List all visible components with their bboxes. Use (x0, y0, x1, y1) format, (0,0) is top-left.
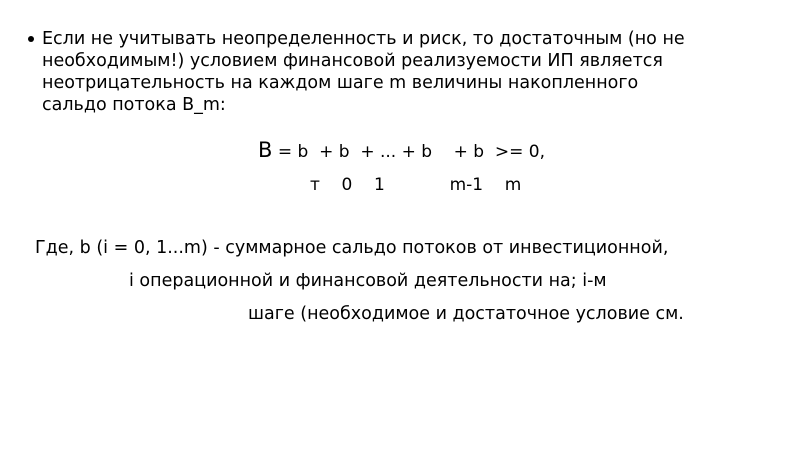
balance-formula (258, 138, 545, 162)
bullet-line-3: неотрицательность на каждом шаге m величины накопленного (42, 73, 639, 93)
bullet-marker (28, 36, 34, 42)
bullet-line-4: сальдо потока B_m: (42, 95, 226, 115)
bullet-text (42, 28, 782, 116)
formula-rhs: = b + b + ... + b + b >= 0, (272, 142, 545, 162)
formula-subscripts: т 0 1 m-1 m (310, 175, 522, 195)
definition-line-2: i операционной и финансовой деятельности на; i-м (129, 271, 607, 291)
bullet-line-2: необходимым!) условием финансовой реализуемости ИП является (42, 51, 663, 71)
formula-lhs: В (258, 138, 273, 162)
definition-line-1: Где, b (i = 0, 1...m) - суммарное сальдо потоков от инвестиционной, (35, 238, 669, 258)
definition-line-3: шаге (необходимое и достаточное условие см. (248, 304, 684, 324)
bullet-line-1: Если не учитывать неопределенность и риск, то достаточным (но не (42, 29, 685, 49)
